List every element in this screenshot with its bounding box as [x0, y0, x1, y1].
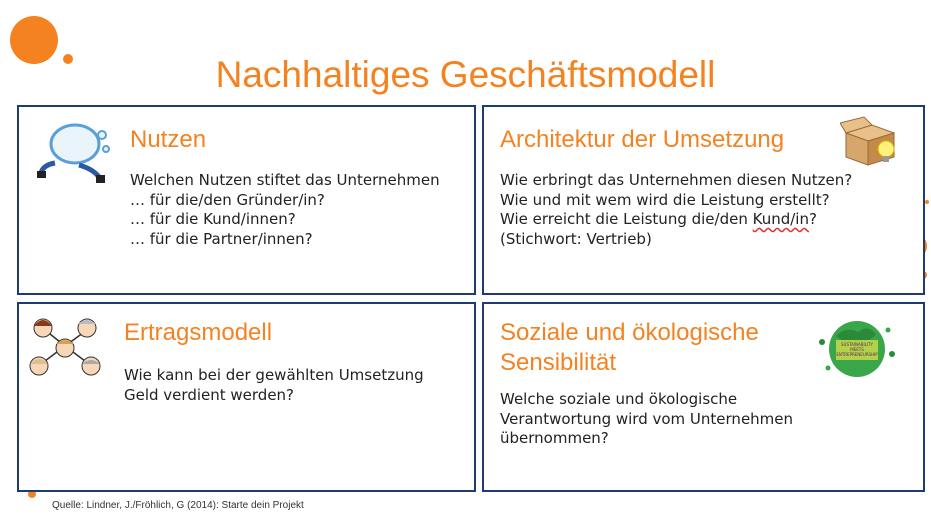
- page-title: Nachhaltiges Geschäftsmodell: [215, 54, 716, 95]
- text-line: übernommen?: [500, 429, 609, 447]
- box-lightbulb-icon: [840, 115, 902, 171]
- text-line: Wie erbringt das Unternehmen diesen Nutzen?: [500, 171, 853, 189]
- text-line-with-underline: [500, 210, 852, 230]
- text-line: Wie und mit wem wird die Leistung erstellt?: [500, 190, 830, 209]
- box-ertragsmodell: [17, 302, 476, 492]
- box-sensibilitaet: [482, 302, 925, 492]
- heading-line: Sensibilität: [500, 349, 617, 376]
- text-line: … für die/den Gründer/in?: [130, 190, 325, 209]
- box-text-sensibilitaet: [500, 390, 793, 449]
- text-segment: Wie erreicht die Leistung die/den: [500, 210, 753, 228]
- box-text-nutzen: [130, 171, 440, 249]
- box-heading-nutzen: Nutzen: [130, 126, 207, 153]
- box-nutzen: [17, 105, 476, 295]
- text-line: Geld verdient werden?: [124, 385, 295, 404]
- spellcheck-underlined-word: Kund/in: [752, 210, 809, 228]
- globe-text-line: ENTREPRENEURSHIP: [836, 352, 878, 357]
- globe-text-line: MEETS: [850, 347, 864, 352]
- globe-text-line: SUSTAINABILITY: [840, 342, 874, 347]
- box-architektur: [482, 105, 925, 295]
- people-network-icon: [25, 312, 105, 384]
- text-line: Welche soziale und ökologische: [500, 390, 738, 408]
- text-line: … für die Partner/innen?: [130, 229, 313, 248]
- text-line: Verantwortung wird vom Unternehmen: [500, 409, 794, 428]
- thinking-person-icon: [35, 117, 115, 192]
- text-line: Wie kann bei der gewählten Umsetzung: [124, 366, 424, 384]
- heading-line: Soziale und ökologische: [500, 319, 759, 346]
- text-line: (Stichwort: Vertrieb): [500, 229, 652, 248]
- box-text-architektur: [500, 171, 852, 249]
- globe-icon: [814, 312, 900, 386]
- text-line: Welchen Nutzen stiftet das Unternehmen: [130, 171, 440, 189]
- box-heading-ertragsmodell: Ertragsmodell: [124, 319, 273, 346]
- source-citation: Quelle: Lindner, J./Fröhlich, G (2014): Starte dein Projekt: [52, 500, 304, 511]
- decorative-dot-tiny-right: [925, 200, 929, 204]
- box-heading-architektur: Architektur der Umsetzung: [500, 126, 785, 153]
- box-text-ertragsmodell: [124, 366, 424, 405]
- box-heading-sensibilitaet: [500, 318, 759, 378]
- text-line: … für die Kund/innen?: [130, 210, 296, 228]
- text-segment: ?: [808, 210, 817, 228]
